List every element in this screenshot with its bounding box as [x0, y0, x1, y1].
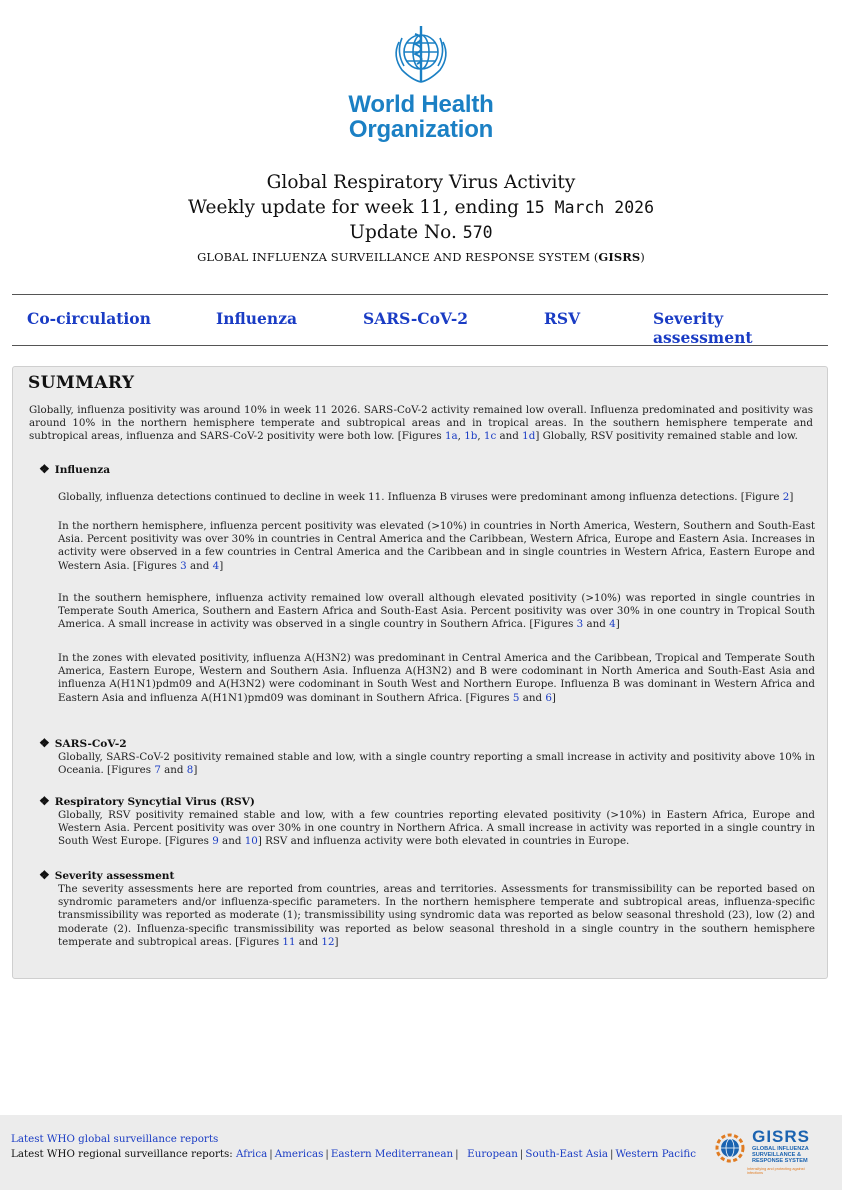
figure-link[interactable]: 3: [576, 618, 584, 631]
figure-link[interactable]: 10: [244, 835, 258, 848]
document-title: [0, 170, 842, 245]
influenza-heading: [39, 462, 110, 476]
influenza-p3: In the southern hemisphere, influenza activity remained low overall although elevated positivity (>10%) was reported in single countries in Temperate South America, Southern and Eastern Africa and South-East Asia. Percent positivity was over 30% in one country in Tropical South America. A small increase in activity was observed in a single country in Southern Africa. [Figures 3 and 4]: [58, 592, 815, 631]
influenza-p4: In the zones with elevated positivity, influenza A(H3N2) was predominant in Central America and the Caribbean, Tropical and Temperate South America, Eastern Europe, Western and Southern Asia. Influenza A(H3N2) and B were codominant in North America and South-East Asia and influenza A(H1N1)pdm09 and A(H3N2) were codominant in South West and Northern Europe. Influenza B was dominant in Western Africa and Eastern Asia and influenza A(H1N1)pmd09 was dominant in Southern Africa. [Figures 5 and 6]: [58, 652, 815, 704]
figure-link[interactable]: 6: [545, 691, 552, 704]
title-line1: Global Respiratory Virus Activity: [266, 172, 576, 193]
severity-heading: [39, 868, 174, 882]
regional-prefix: Latest WHO regional surveillance reports:: [11, 1148, 237, 1160]
figure-link[interactable]: 1b: [464, 430, 478, 443]
who-emblem-icon: [386, 22, 456, 86]
system-prefix: GLOBAL INFLUENZA SURVEILLANCE AND RESPONSE SYSTEM (: [197, 250, 599, 264]
footer-global: [11, 1133, 218, 1145]
diamond-bullet-icon: ❖: [39, 736, 50, 750]
figure-link[interactable]: 3: [180, 559, 187, 572]
nav-influenza[interactable]: Influenza: [216, 309, 298, 328]
who-name-line2: Organization: [348, 116, 494, 143]
region-link-eastern-mediterranean[interactable]: Eastern Mediterranean: [330, 1148, 454, 1160]
sars-p1: Globally, SARS-CoV-2 positivity remained stable and low, with a single country reporting a small increase in activity and positivity above 10% in Oceania. [Figures 7 and 8]: [58, 751, 815, 777]
figure-link[interactable]: 2: [782, 491, 790, 503]
summary-intro: Globally, influenza positivity was around 10% in week 11 2026. SARS-CoV-2 activity remained low overall. Influenza predominated and positivity was around 10% in the northern hemisphere temperate and subtropical areas and in tropical areas. In the southern hemisphere temperate and subtropical areas, influenza and SARS-CoV-2 positivity were both low. [Figures 1a, 1b, 1c and 1d] Globally, RSV positivity remained stable and low.: [29, 404, 813, 443]
region-link-south-east-asia[interactable]: South-East Asia: [525, 1148, 609, 1160]
title-date: 15 March 2026: [524, 198, 654, 217]
sars-heading: [39, 736, 127, 750]
figure-link[interactable]: 1d: [522, 430, 536, 443]
diamond-bullet-icon: ❖: [39, 868, 50, 882]
figure-link[interactable]: 9: [212, 835, 219, 848]
severity-p1: The severity assessments here are reported from countries, areas and territories. Assessments for transmissibility can be reported based on syndromic parameters and/or influenza-specific parameters. In the northern hemisphere temperate and subtropical areas, influenza-specific transmissibility was reported as moderate (1); transmissibility using syndromic data was reported as below seasonal threshold (23), low (2) and moderate (2). Influenza-specific transmissibility was reported as below seasonal threshold in a single country in the southern hemisphere temperate and subtropical areas. [Figures 11 and 12]: [58, 883, 815, 948]
influenza-p1: Globally, influenza detections continued to decline in week 11. Influenza B viruses were predominant among influenza detections. [Figure 2]: [58, 491, 794, 503]
footer-regional: Latest WHO regional surveillance reports: Africa | Americas | Eastern Mediterranean | European | South-East Asia | Western Pacific: [11, 1148, 696, 1160]
gisrs-logo-tagline: Intensifying and protecting against infections: [747, 1167, 805, 1175]
nav-sars-cov-2[interactable]: SARS-CoV-2: [363, 309, 469, 328]
figure-link[interactable]: 7: [154, 764, 161, 777]
region-link-americas[interactable]: Americas: [274, 1148, 324, 1160]
system-name: [0, 250, 842, 264]
summary-heading: SUMMARY: [28, 373, 135, 393]
severity-heading-label: Severity assessment: [54, 870, 175, 882]
region-link-africa[interactable]: Africa: [236, 1148, 268, 1160]
sars-heading-label: SARS-CoV-2: [54, 738, 127, 750]
title-line2: [0, 195, 842, 220]
figure-link[interactable]: 12: [321, 935, 335, 948]
nav-severity-assessment[interactable]: Severity assessment: [653, 309, 753, 347]
influenza-heading-label: Influenza: [54, 464, 111, 476]
who-emblem: [0, 22, 842, 86]
influenza-p2: In the northern hemisphere, influenza percent positivity was elevated (>10%) in countries in North America, Western, Southern and South-East Asia. Percent positivity was over 30% in countries in Central America and the Caribbean, Western Africa, Europe and Eastern Asia. Increases in activity were observed in a few countries in Central America and the Caribbean and in single countries in Western Africa, Eastern Europe and Western Asia. [Figures 3 and 4]: [58, 520, 815, 572]
global-reports-link[interactable]: Latest WHO global surveillance reports: [11, 1133, 219, 1145]
summary-panel: [12, 366, 828, 979]
figure-link[interactable]: 8: [186, 764, 194, 777]
gisrs-logo-title: GISRS: [752, 1127, 810, 1146]
diamond-bullet-icon: ❖: [39, 794, 50, 808]
title-line3: [0, 220, 842, 245]
title-line2-prefix: Weekly update for week 11, ending: [188, 197, 525, 218]
figure-link[interactable]: 4: [609, 618, 616, 631]
who-name: [0, 92, 842, 142]
figure-link[interactable]: 4: [212, 559, 220, 572]
footer: [0, 1115, 842, 1190]
update-number: 570: [462, 223, 493, 242]
rsv-heading: [39, 794, 255, 808]
system-suffix: ): [640, 250, 645, 264]
nav-rsv[interactable]: RSV: [544, 309, 581, 328]
section-nav: [12, 294, 828, 346]
figure-link[interactable]: 1c: [483, 430, 497, 443]
figure-link[interactable]: 5: [512, 691, 520, 704]
who-name-line1: World Health: [348, 91, 494, 118]
nav-co-circulation[interactable]: Co-circulation: [27, 309, 151, 328]
region-link-western-pacific[interactable]: Western Pacific: [615, 1148, 696, 1160]
gisrs-logo-subtitle: GLOBAL INFLUENZA SURVEILLANCE & RESPONSE SYSTEM: [752, 1146, 809, 1165]
rsv-heading-label: Respiratory Syncytial Virus (RSV): [54, 796, 255, 808]
title-line3-prefix: Update No.: [349, 222, 463, 243]
diamond-bullet-icon: ❖: [39, 462, 50, 476]
system-abbr: GISRS: [598, 250, 641, 264]
figure-link[interactable]: 1a: [444, 430, 458, 443]
rsv-p1: Globally, RSV positivity remained stable and low, with a few countries reporting elevated positivity (>10%) in Eastern Africa, Europe and Western Asia. Percent positivity was over 30% in one country in Northern Africa. A small increase in activity was reported in a single country in South West Europe. [Figures 9 and 10] RSV and influenza activity were both elevated in countries in Europe.: [58, 809, 815, 848]
region-link-european[interactable]: European: [467, 1148, 518, 1160]
figure-link[interactable]: 11: [282, 935, 296, 948]
